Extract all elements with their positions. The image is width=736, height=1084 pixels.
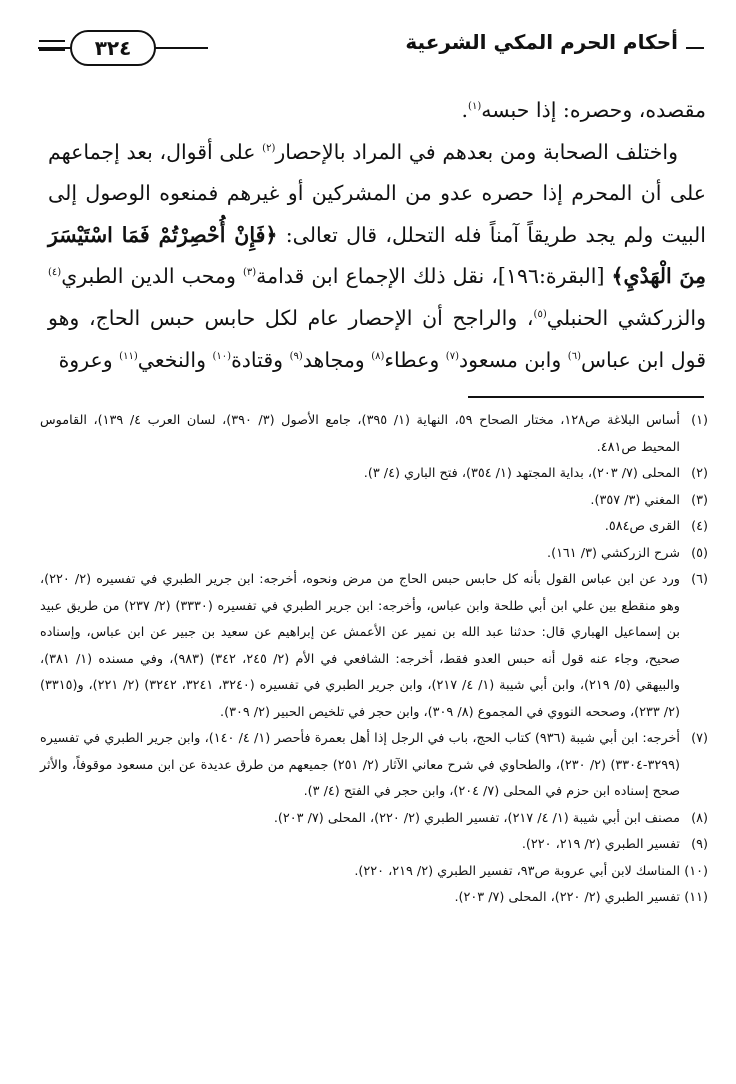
footnote-1 [40,408,708,461]
paragraph-1: مقصده، وحصره: إذا حبسه$^{(١)}$. [461,98,706,122]
footnotes [40,408,708,912]
running-header [36,28,704,68]
footnote-ref-8[interactable]: (٨) [371,350,385,362]
footnote-3 [40,488,708,515]
footnote-text: أساس البلاغة ص١٢٨، مختار الصحاح ٥٩، النهاية (١/ ٣٩٥)، جامع الأصول (٣/ ٣٩٠)، لسان العرب ٤/ ١٣٩)، القاموس المحيط ص٤٨١. [40,413,680,455]
footnote-number: (٩) [691,837,708,852]
footnote-text: المغني (٣/ ٣٥٧). [590,492,680,508]
footnote-text: القرى ص٥٨٤. [604,519,680,534]
page-number: ٣٢٤ [70,30,156,66]
footnote-number: (١) [691,413,708,428]
footnote-number: (٧) [691,731,708,746]
footnote-ref-9[interactable]: (٩) [289,350,303,362]
footnote-ref-7[interactable]: (٧) [445,350,459,362]
footnote-number: (١١) [684,890,708,905]
footnote-number: (٨) [691,810,708,826]
footnote-ref-11[interactable]: (١١) [119,350,138,362]
footnote-text: أخرجه: ابن أبي شيبة (٩٣٦) كتاب الحج، باب في الرجل إذا أهل بعمرة فأحصر (١/ ٤/ ١٤٠)، وابن جرير الطبري في تفسيره (٣٢٩٩-٣٣٠٤) (٢/ ٢٣٠)، والطحاوي في شرح معاني الآثار (٢/ ٢٥١) جميعهم من طرق عديدة عن ابن مسعود موقوفاً، والأثر صحح إسناده ابن حزم في المحلى (٧/ ٢٠٤)، وابن حجر في الفتح (٤/ ٣). [40,731,680,799]
footnote-ref-6[interactable]: (٦) [567,350,581,362]
footnote-ref-1[interactable]: (١) [468,101,482,113]
footnote-ref-5[interactable]: (٥) [533,309,547,321]
footnote-number: (٥) [691,545,708,561]
footnote-number: (٣) [691,492,708,508]
footnote-7 [40,726,708,806]
footnote-8 [40,806,708,833]
footnote-text: تفسير الطبري (٢/ ٢١٩، ٢٢٠). [521,837,680,852]
footnote-separator [468,396,704,398]
header-double-dash [39,40,65,51]
footnote-5 [40,541,708,568]
footnote-2 [40,461,708,488]
footnote-ref-2[interactable]: (٢) [262,142,276,154]
header-rule-right [686,47,704,49]
footnote-4 [40,514,708,541]
main-text [48,90,706,381]
footnote-text: شرح الزركشي (٣/ ١٦١). [547,545,680,561]
footnote-text: تفسير الطبري (٢/ ٢٢٠)، المحلى (٧/ ٢٠٣). [454,890,680,905]
footnote-ref-4[interactable]: (٤) [48,267,62,279]
footnote-10 [40,859,708,886]
footnote-text: المناسك لابن أبي عروبة ص٩٣، تفسير الطبري (٢/ ٢١٩، ٢٢٠). [354,863,680,879]
paragraph-2: واختلف الصحابة ومن بعدهم في المراد بالإحصار$^{(٢)}$ على أقوال، بعد إجماعهم على أن المحرم إذا حصره عدو من المشركين أو غيرهم فمنعوه الوصول إلى البيت ولم يجد طريقاً آمناً فله التحلل، قال تعالى: ﴿فَإِنْ أُحْصِرْتُمْ فَمَا اسْتَيْسَرَ مِنَ الْهَدْيِ﴾ [البقرة:١٩٦]، نقل ذلك الإجماع ابن قدامة$^{(٣)}$ ومحب الدين الطبري$^{(٤)}$ والزركشي الحنبلي$^{(٥)}$، والراجح أن الإحصار عام لكل حابس حبس الحاج، وهو قول ابن عباس$^{(٦)}$ وابن مسعود$^{(٧)}$ وعطاء$^{(٨)}$ ومجاهد$^{(٩)}$ وقتادة$^{(١٠)}$ والنخعي$^{(١١)}$ وعروة [48,139,706,372]
footnote-text: ورد عن ابن عباس القول بأنه كل حابس حبس الحاج من مرض ونحوه، أخرجه: ابن جرير الطبري في تفسيره (٢/ ٢٢٠)، وهو منقطع بين علي ابن أبي طلحة وابن عباس، وأخرجه: ابن جرير الطبري في تفسيره (٣٣٣٠) (٢/ ٢٣٧) من طريق عبيد بن إسماعيل الهباري قال: حدثنا عبد الله بن نمير عن الأعمش عن إبراهيم عن سعيد بن جبير عن ابن عباس، وإسناده صحيح، وجاء عنه قول أنه حبس العدو فقط، أخرجه: الشافعي في الأم (٢/ ٢٤٥، ٣٤٢) (٩٨٣)، وفي مسنده (١/ ٣٨١)، والبيهقي (٥/ ٢١٩)، وابن أبي شيبة (١/ ٤/ ٢١٧)، وابن جرير الطبري في تفسيره (٣٢٤٠، ٣٢٤١، ٣٢٤٢) (٢/ ٢٢١)، و(٣٣١٥) (٢/ ٢٣٣)، وصححه النووي في المجموع (٨/ ٣٠٩)، وابن حجر في تلخيص الحبير (٢/ ٣٠٩). [40,572,680,720]
book-title: أحكام الحرم المكي الشرعية [405,30,678,54]
footnote-number: (٤) [691,519,708,534]
footnote-number: (١٠) [684,863,708,879]
quran-verse: ﴿فَإِنْ أُحْصِرْتُمْ فَمَا اسْتَيْسَرَ مِنَ الْهَدْيِ﴾ [48,222,706,289]
footnote-ref-3[interactable]: (٣) [242,267,257,279]
footnote-9 [40,832,708,859]
footnote-ref-10[interactable]: (١٠) [212,350,232,362]
footnote-text: المحلى (٧/ ٢٠٣)، بداية المجتهد (١/ ٣٥٤)، فتح الباري (٤/ ٣). [363,466,680,481]
footnote-11 [40,885,708,912]
footnote-text: مصنف ابن أبي شيبة (١/ ٤/ ٢١٧)، تفسير الطبري (٢/ ٢٢٠)، المحلى (٧/ ٢٠٣). [273,810,680,826]
footnote-number: (٦) [691,572,708,587]
footnote-number: (٢) [691,466,708,481]
footnote-6 [40,567,708,726]
